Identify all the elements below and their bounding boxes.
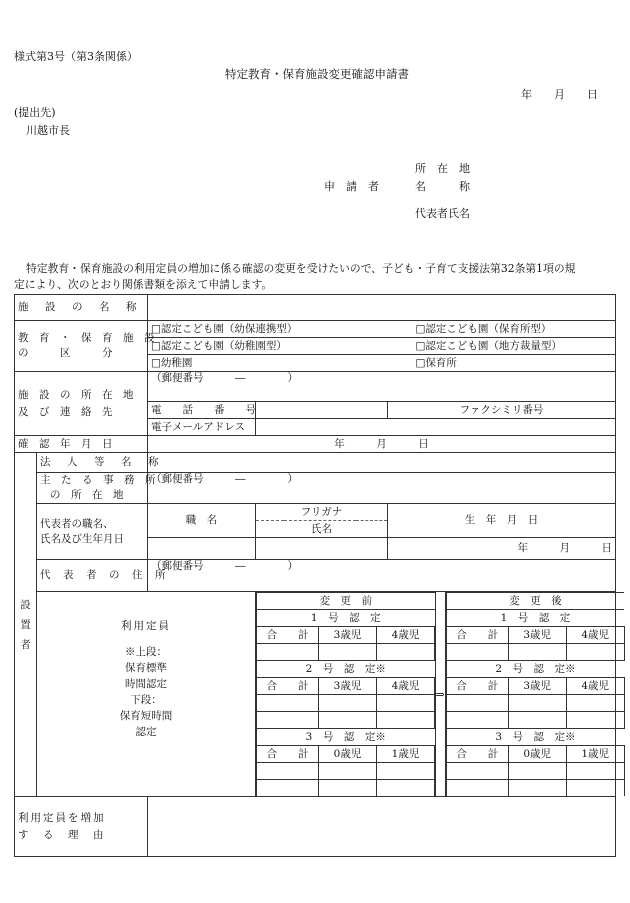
postal-code-field[interactable]: （郵便番号 ― ） [148, 372, 616, 402]
before-age4-2: 4歳児 [377, 678, 435, 695]
before-age1: 1歳児 [377, 746, 435, 763]
before-age4: 4歳児 [377, 627, 435, 644]
after-cert2-upper[interactable] [508, 695, 566, 712]
email-label: 電子メールアドレス [148, 419, 256, 436]
applicant-rep-label: 代表者氏名 [415, 207, 470, 220]
position-label: 職 名 [148, 504, 256, 538]
birth-field[interactable]: 年 月 日 [388, 538, 616, 560]
phone-field[interactable] [256, 402, 388, 419]
before-cert3: 3 号 認 定※ [257, 729, 435, 746]
after-cert2-lower[interactable] [566, 712, 624, 729]
before-cert1-total[interactable] [257, 644, 319, 661]
before-total-3: 合 計 [257, 746, 319, 763]
after-cert2-upper[interactable] [446, 695, 508, 712]
arrow-icon: ⇒ [435, 687, 445, 701]
setter-label: 設 置 者 [15, 453, 37, 797]
before-cert3-lower[interactable] [257, 780, 319, 797]
location-label: 施 設 の 所 在 地 及 び 連 絡 先 [15, 372, 148, 436]
category-option-1[interactable]: □認定こども園（幼保連携型） [148, 321, 388, 338]
before-cert2-upper[interactable] [257, 695, 319, 712]
addressee: 川越市長 [26, 124, 70, 137]
before-cert2: 2 号 認 定※ [257, 661, 435, 678]
after-cert1-age3[interactable] [508, 644, 566, 661]
after-cert3: 3 号 認 定※ [446, 729, 624, 746]
name-label: 氏名 [256, 521, 388, 538]
before-cert3-lower[interactable] [377, 780, 435, 797]
before-age0: 0歳児 [319, 746, 377, 763]
before-cert2-upper[interactable] [319, 695, 377, 712]
after-total-3: 合 計 [446, 746, 508, 763]
before-cert1: 1 号 認 定 [257, 610, 435, 627]
after-cert1: 1 号 認 定 [446, 610, 624, 627]
after-age3-2: 3歳児 [508, 678, 566, 695]
office-label: 主 た る 事 務 所 の 所 在 地 [37, 473, 148, 504]
email-field[interactable] [256, 419, 616, 436]
before-cert3-upper[interactable] [257, 763, 319, 780]
after-cert3-upper[interactable] [566, 763, 624, 780]
after-cert3-upper[interactable] [508, 763, 566, 780]
confirm-date-label: 確 認 年 月 日 [15, 436, 148, 453]
furigana-label: フリガナ [256, 504, 388, 521]
arrow-cell [435, 592, 446, 796]
capacity-after-table [446, 592, 625, 796]
before-cert2-upper[interactable] [377, 695, 435, 712]
category-option-4[interactable]: □認定こども園（地方裁量型） [388, 338, 616, 355]
after-cert1-total[interactable] [446, 644, 508, 661]
category-option-2[interactable]: □認定こども園（保育所型） [388, 321, 616, 338]
after-cert2-upper[interactable] [566, 695, 624, 712]
rep-address-label: 代 表 者 の 住 所 [37, 560, 148, 592]
office-postal-field[interactable]: （郵便番号 ― ） [148, 473, 616, 504]
before-total: 合 計 [257, 627, 319, 644]
before-cert3-upper[interactable] [319, 763, 377, 780]
before-cert2-lower[interactable] [377, 712, 435, 729]
form-number: 様式第3号（第3条関係） [14, 50, 138, 63]
after-cert2: 2 号 認 定※ [446, 661, 624, 678]
before-cert2-lower[interactable] [257, 712, 319, 729]
after-header: 変 更 後 [446, 593, 624, 610]
corp-name-label: 法 人 等 名 称 [37, 453, 148, 473]
application-table [14, 294, 616, 857]
category-option-5[interactable]: □幼稚園 [148, 355, 388, 372]
after-total-2: 合 計 [446, 678, 508, 695]
applicant-name-label: 名 称 [415, 180, 470, 193]
after-cert1-age4[interactable] [566, 644, 624, 661]
facility-name-label: 施 設 の 名 称 [15, 295, 148, 321]
before-age3-2: 3歳児 [319, 678, 377, 695]
after-age3: 3歳児 [508, 627, 566, 644]
after-age4: 4歳児 [566, 627, 624, 644]
position-field[interactable] [148, 538, 256, 560]
capacity-grid [256, 592, 616, 797]
category-option-3[interactable]: □認定こども園（幼稚園型） [148, 338, 388, 355]
after-cert3-upper[interactable] [446, 763, 508, 780]
name-field[interactable] [256, 538, 388, 560]
before-total-2: 合 計 [257, 678, 319, 695]
category-label: 教 育 ・ 保 育 施 設 の 区 分 [15, 321, 148, 372]
corp-name-field[interactable] [148, 453, 616, 473]
rep-label: 代表者の職名、 氏名及び生年月日 [37, 504, 148, 560]
capacity-before-table [256, 592, 435, 796]
after-cert3-lower[interactable] [446, 780, 508, 797]
category-option-6[interactable]: □保育所 [388, 355, 616, 372]
submit-to-label: (提出先) [14, 106, 56, 119]
before-cert3-upper[interactable] [377, 763, 435, 780]
intro-line-1: 特定教育・保育施設の利用定員の増加に係る確認の変更を受けたいので、子ども・子育て支援法第32条第1項の規 [26, 262, 576, 275]
date-line: 年 月 日 [521, 88, 598, 101]
before-cert1-age4[interactable] [377, 644, 435, 661]
intro-line-2: 定により、次のとおり関係書類を添えて申請します。 [14, 278, 273, 291]
after-cert3-lower[interactable] [566, 780, 624, 797]
reason-field[interactable] [148, 797, 616, 857]
after-age1: 1歳児 [566, 746, 624, 763]
before-cert3-lower[interactable] [319, 780, 377, 797]
fax-label: ファクシミリ番号 [388, 402, 616, 419]
capacity-label-cell: 利用定員 ※上段： 保育標準 時間認定 下段： 保育短時間 認定 [37, 592, 256, 797]
birth-label: 生 年 月 日 [388, 504, 616, 538]
before-cert2-lower[interactable] [319, 712, 377, 729]
after-age0: 0歳児 [508, 746, 566, 763]
after-age4-2: 4歳児 [566, 678, 624, 695]
before-header: 変 更 前 [257, 593, 435, 610]
confirm-date-value[interactable]: 年 月 日 [148, 436, 616, 453]
applicant-label: 申 請 者 [324, 180, 379, 193]
facility-name-field[interactable] [148, 295, 616, 321]
after-total: 合 計 [446, 627, 508, 644]
after-cert2-lower[interactable] [508, 712, 566, 729]
before-cert1-age3[interactable] [319, 644, 377, 661]
reason-label: 利用定員を増加 す る 理 由 [15, 797, 148, 857]
after-cert2-lower[interactable] [446, 712, 508, 729]
applicant-address-label: 所 在 地 [415, 162, 470, 175]
phone-label: 電 話 番 号 [148, 402, 256, 419]
form-title: 特定教育・保育施設変更確認申請書 [225, 67, 409, 81]
before-age3: 3歳児 [319, 627, 377, 644]
capacity-label: 利用定員 [121, 620, 171, 632]
after-cert3-lower[interactable] [508, 780, 566, 797]
rep-address-field[interactable]: （郵便番号 ― ） [148, 560, 616, 592]
